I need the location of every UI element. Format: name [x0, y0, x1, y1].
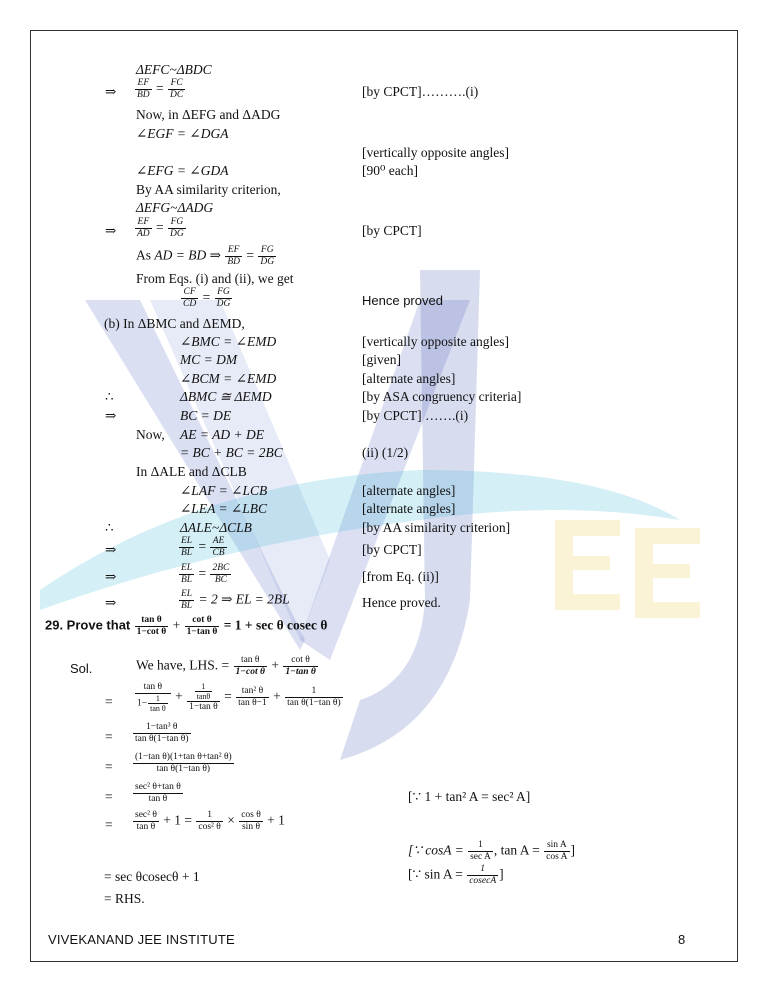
equals-symbol: =: [105, 817, 113, 832]
equals-symbol: =: [105, 759, 113, 774]
statement-from-eqs: From Eqs. (i) and (ii), we get: [136, 271, 294, 286]
hence-proved-b: Hence proved.: [362, 595, 441, 610]
similar-efg-adg: ΔEFG~ΔADG: [136, 200, 214, 215]
reason-alternate-3: [alternate angles]: [362, 501, 456, 516]
reason-cpct-b-i: [by CPCT] …….(i): [362, 408, 469, 423]
reason-given: [given]: [362, 352, 401, 367]
ratio-el-bl-ae-cb: $\frac{EL}{BL}$ = $\frac{AE}{CB}$: [181, 536, 225, 558]
angle-bmc-emd: ∠BMC = ∠EMD: [180, 334, 277, 349]
reason-alternate-2: [alternate angles]: [362, 483, 456, 498]
reason-cpct: [by CPCT]: [362, 223, 422, 238]
solution-step4: sec² θ+tan θ tan θ: [135, 782, 181, 804]
el-equals-2bl: $\frac{EL}{BL}$ = 2 ⇒ EL = 2BL: [181, 589, 290, 611]
hence-proved-a: Hence proved: [362, 293, 443, 308]
ae-equals-ad-de: AE = AD + DE: [180, 427, 264, 442]
in-ale-clb: In ΔALE and ΔCLB: [136, 464, 247, 479]
solution-lhs: We have, LHS. = $\frac{\text{tan θ}}{\text{1−cot θ}}$ + $\frac{\text{cot θ}}{\text{1−tan θ}}$: [136, 655, 316, 677]
as-ad-bd-statement: As AD = BD ⇒ $\frac{EF}{BD}$ = $\frac{FG}{DG}$: [136, 245, 275, 267]
reason-from-eq-ii: [from Eq. (ii)]: [362, 569, 439, 584]
solution-step1: tan θ 1− $\frac{1}{\text{tan θ}}$ + $\frac{\frac{1}{\tan\theta}}{\text{1−tan θ}}$ = $\frac{\text{tan² θ}}{\text{tan θ−1}}$ + $\frac{1}{\text{tan θ(1−tan θ)}}$: [137, 682, 341, 713]
reason-asa: [by ASA congruency criteria]: [362, 389, 522, 404]
reason-cpct-b: [by CPCT]: [362, 542, 422, 557]
ratio-ef-bd-fc-dc: $\frac{EF}{BD}$ = $\frac{FC}{DC}$: [137, 78, 184, 100]
solution-step6: = sec θcosecθ + 1: [104, 869, 200, 884]
now-label: Now,: [136, 427, 165, 442]
bc-equals-de: BC = DE: [180, 408, 232, 423]
marker-ii: (ii) (1/2): [362, 445, 409, 460]
equals-symbol: =: [105, 694, 113, 709]
reason-aa-similarity: [by AA similarity criterion]: [362, 520, 511, 535]
implies-symbol: ⇒: [105, 223, 117, 238]
reason-vert-opp-b: [vertically opposite angles]: [362, 334, 509, 349]
angle-lea-lbc: ∠LEA = ∠LBC: [180, 501, 267, 516]
solution-step5: sec² θ tan θ + 1 = $\frac{1}{\text{cos² θ}}$ × $\frac{\text{cos θ}}{\text{sin θ}}$ + 1: [135, 810, 285, 832]
reason-vert-opp: [vertically opposite angles]: [362, 145, 509, 160]
part-b-heading: (b) In ΔBMC and ΔEMD,: [104, 316, 245, 331]
implies-symbol: ⇒: [105, 542, 117, 557]
therefore-symbol: ∴: [105, 520, 114, 535]
solution-label: Sol.: [70, 661, 93, 676]
page-number: 8: [678, 932, 686, 947]
statement-now-in: Now, in ΔEFG and ΔADG: [136, 107, 281, 122]
angle-bcm-emd: ∠BCM = ∠EMD: [180, 371, 277, 386]
equals-symbol: =: [105, 729, 113, 744]
hint-cos-tan: [∵ cosA = 1 sec A , tan A = $\frac{\text{sin A}}{\text{cos A}}$ ]: [408, 840, 576, 862]
ratio-ef-ad-fg-dg: $\frac{EF}{AD}$ = $\frac{FG}{DG}$: [137, 217, 184, 239]
solution-step2: $\frac{\text{1−tan³ θ}}{\text{tan θ(1−tan θ)}}$: [135, 722, 189, 744]
angle-egf-dga: ∠EGF = ∠DGA: [136, 126, 229, 141]
angle-efg-gda: ∠EFG = ∠GDA: [136, 163, 229, 178]
ratio-cf-cd-fg-dg: $\frac{CF}{CD}$ = $\frac{FG}{DG}$: [183, 287, 231, 309]
mc-equals-dm: MC = DM: [180, 352, 238, 367]
equals-2bc: = BC + BC = 2BC: [180, 445, 283, 460]
implies-symbol: ⇒: [105, 84, 117, 99]
hint-sin: [∵ sin A = 1 cosecA ]: [408, 864, 504, 886]
question-29: 29. Prove that $\frac{\text{tan θ}}{\text{1−cot θ}}$ + $\frac{\text{cot θ}}{\text{1−tan θ}}$ = 1 + sec θ cosec θ: [45, 615, 328, 637]
footer-institute: VIVEKANAND JEE INSTITUTE: [48, 932, 235, 947]
angle-laf-lcb: ∠LAF = ∠LCB: [180, 483, 268, 498]
equals-symbol: =: [105, 789, 113, 804]
hint-identity: [∵ 1 + tan² A = sec² A]: [408, 789, 531, 804]
implies-symbol: ⇒: [105, 408, 117, 423]
congruent-bmc-emd: ΔBMC ≅ ΔEMD: [180, 389, 272, 404]
solution-rhs: = RHS.: [104, 891, 145, 906]
reason-cpct-i: [by CPCT]……….(i): [362, 84, 479, 99]
similar-triangles-efc-bdc: ΔEFC~ΔBDC: [136, 62, 212, 77]
ratio-el-bl-2bc-bc: $\frac{EL}{BL}$ = $\frac{2BC}{BC}$: [181, 563, 230, 585]
implies-symbol: ⇒: [105, 595, 117, 610]
implies-symbol: ⇒: [105, 569, 117, 584]
solution-step3: $\frac{\text{(1−tan θ)(1+tan θ+tan² θ)}}{\text{tan θ(1−tan θ)}}$: [135, 752, 232, 774]
similar-ale-clb: ΔALE~ΔCLB: [180, 520, 252, 535]
reason-alternate-1: [alternate angles]: [362, 371, 456, 386]
statement-aa-criterion: By AA similarity criterion,: [136, 182, 281, 197]
therefore-symbol: ∴: [105, 389, 114, 404]
reason-90-each: [90⁰ each]: [362, 163, 419, 178]
